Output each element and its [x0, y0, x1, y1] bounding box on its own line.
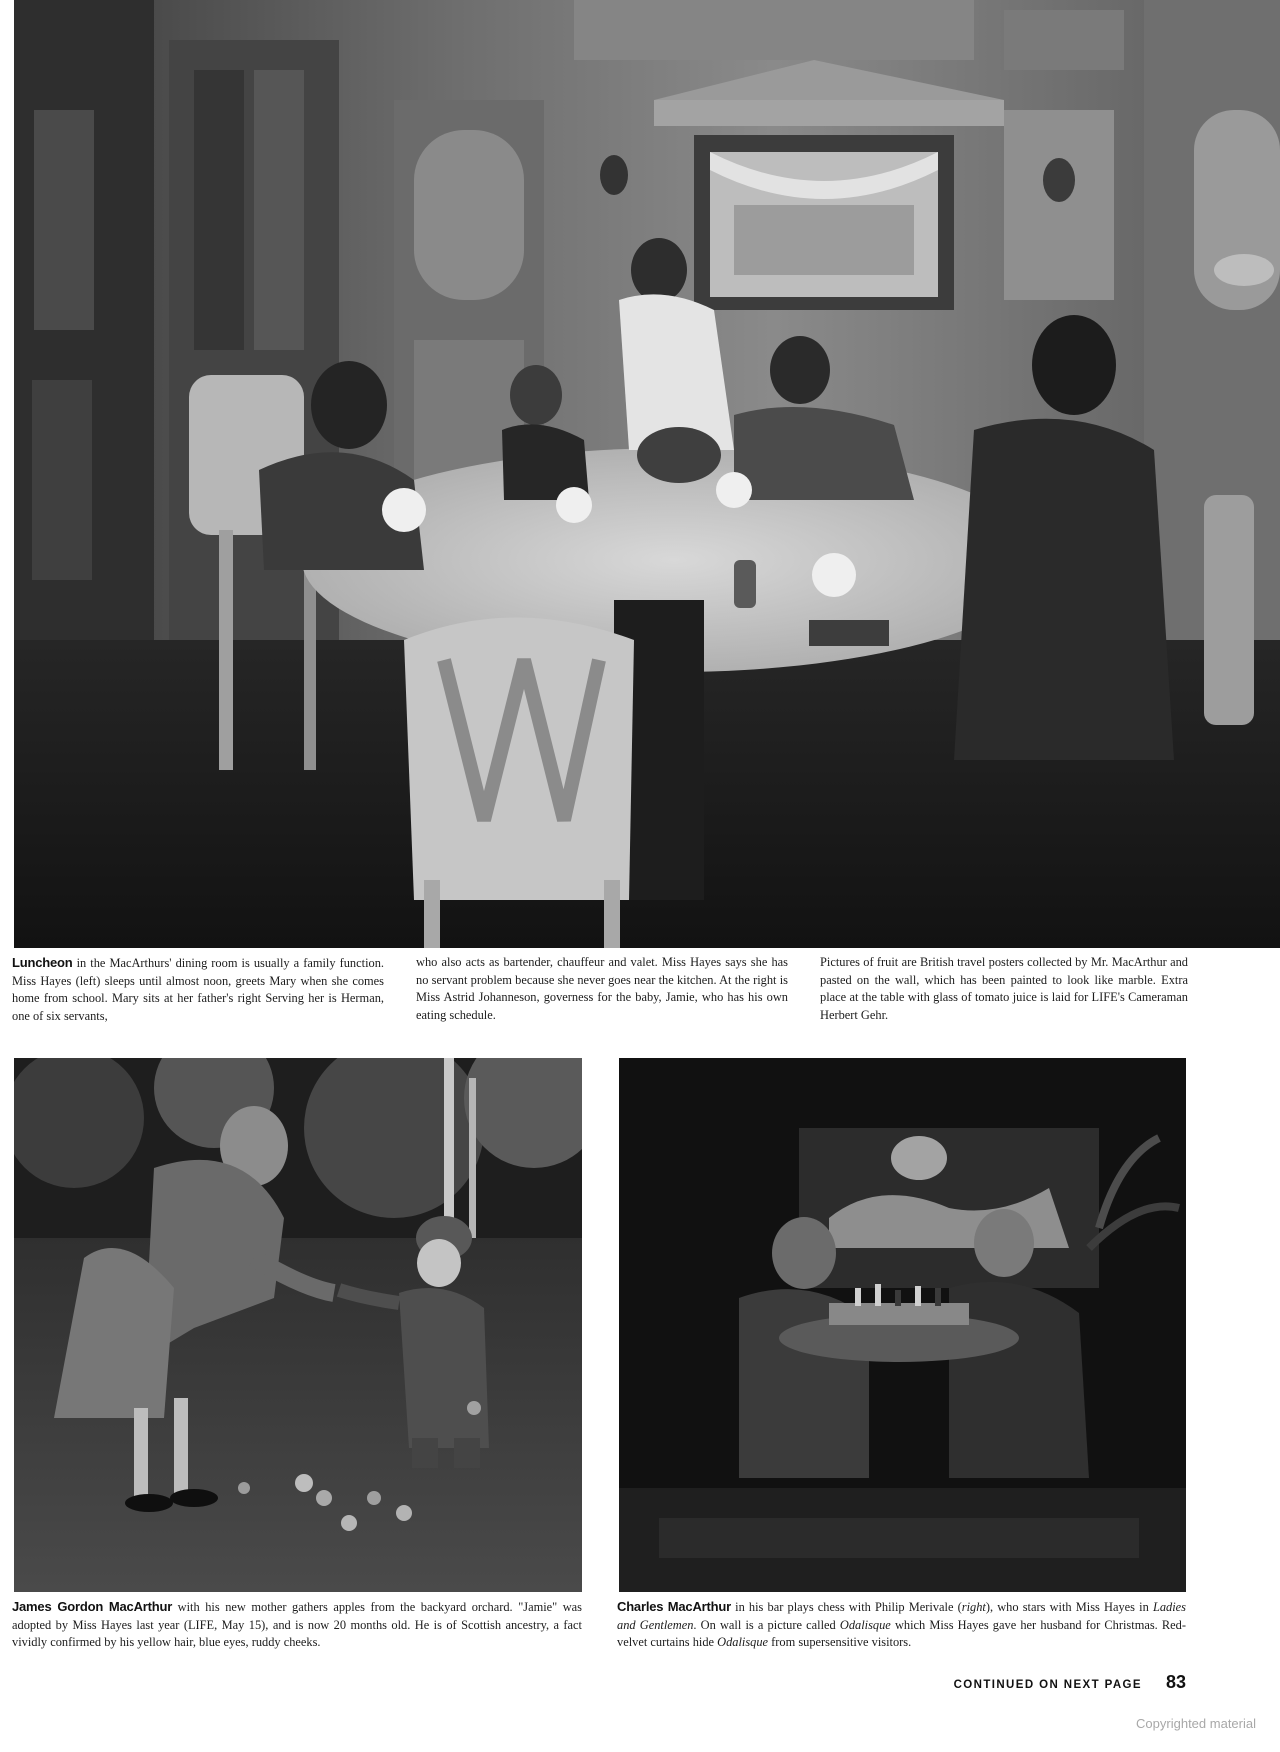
charles-caption — [617, 1598, 1186, 1652]
luncheon-caption-column-1 — [12, 954, 384, 1025]
charles-caption-text-4: which Miss Hayes gave her husband for Christmas. Red-velvet curtains hide — [617, 1617, 1186, 1650]
charles-caption-italic-odalisque-2: Odalisque — [717, 1635, 769, 1650]
orchard-photo — [14, 1058, 582, 1592]
dining-room-illustration — [14, 0, 1280, 948]
chess-photo — [619, 1058, 1186, 1592]
continued-on-next-page: CONTINUED ON NEXT PAGE — [953, 1679, 1142, 1691]
dining-room-photo — [14, 0, 1280, 948]
charles-caption-text-1: in his bar plays chess with Philip Merivale ( — [730, 1600, 962, 1614]
charles-caption-italic-right: right — [961, 1600, 986, 1614]
luncheon-caption-column-2 — [416, 954, 788, 1024]
page-number: 83 — [1165, 1672, 1186, 1692]
orchard-illustration — [14, 1058, 582, 1592]
charles-caption-italic-odalisque-1: Odalisque — [839, 1617, 891, 1632]
copyright-notice: Copyrighted material — [1136, 1716, 1256, 1731]
jamie-caption — [12, 1598, 582, 1652]
charles-caption-text-5: from supersensitive visitors. — [768, 1635, 912, 1650]
charles-caption-text-3: . On wall is a picture called — [693, 1617, 840, 1632]
charles-caption-text-2: ), who stars with Miss Hayes in — [985, 1600, 1153, 1614]
charles-caption-lead: Charles MacArthur — [617, 1599, 731, 1614]
luncheon-caption-column-3 — [820, 954, 1188, 1024]
luncheon-caption-text-3: Pictures of fruit are British travel posters collected by Mr. MacArthur and pasted on the wall, which has been painted to look like marble. Extra place at the table with glass of tomato juice is laid for LIFE's Cameraman Herbert Gehr. — [820, 955, 1188, 1022]
jamie-caption-lead: James Gordon MacArthur — [12, 1599, 173, 1614]
chess-illustration — [619, 1058, 1186, 1592]
page-folio — [954, 1672, 1186, 1693]
charles-caption-italic-play: Ladies and Gentlemen — [617, 1600, 1186, 1632]
luncheon-caption-text-1: in the MacArthurs' dining room is usually a family function. Miss Hayes (left) sleeps until almost noon, greets Mary when she comes home from school. Mary sits at her father's right Serving her is Herman, one of six servants, — [12, 956, 384, 1023]
luncheon-caption-text-2: who also acts as bartender, chauffeur and valet. Miss Hayes says she has no servant problem because she never goes near the kitchen. At the right is Miss Astrid Johanneson, governess for the baby, Jamie, who has his own eating schedule. — [416, 955, 788, 1022]
luncheon-caption-lead: Luncheon — [12, 955, 73, 970]
jamie-caption-text: with his new mother gathers apples from the backyard orchard. "Jamie" was adopted by Miss Hayes last year (LIFE, May 15), and is now 20 months old. He is of Scottish ancestry, a fact vividly confirmed by his yellow hair, blue eyes, ruddy cheeks. — [12, 1600, 583, 1650]
